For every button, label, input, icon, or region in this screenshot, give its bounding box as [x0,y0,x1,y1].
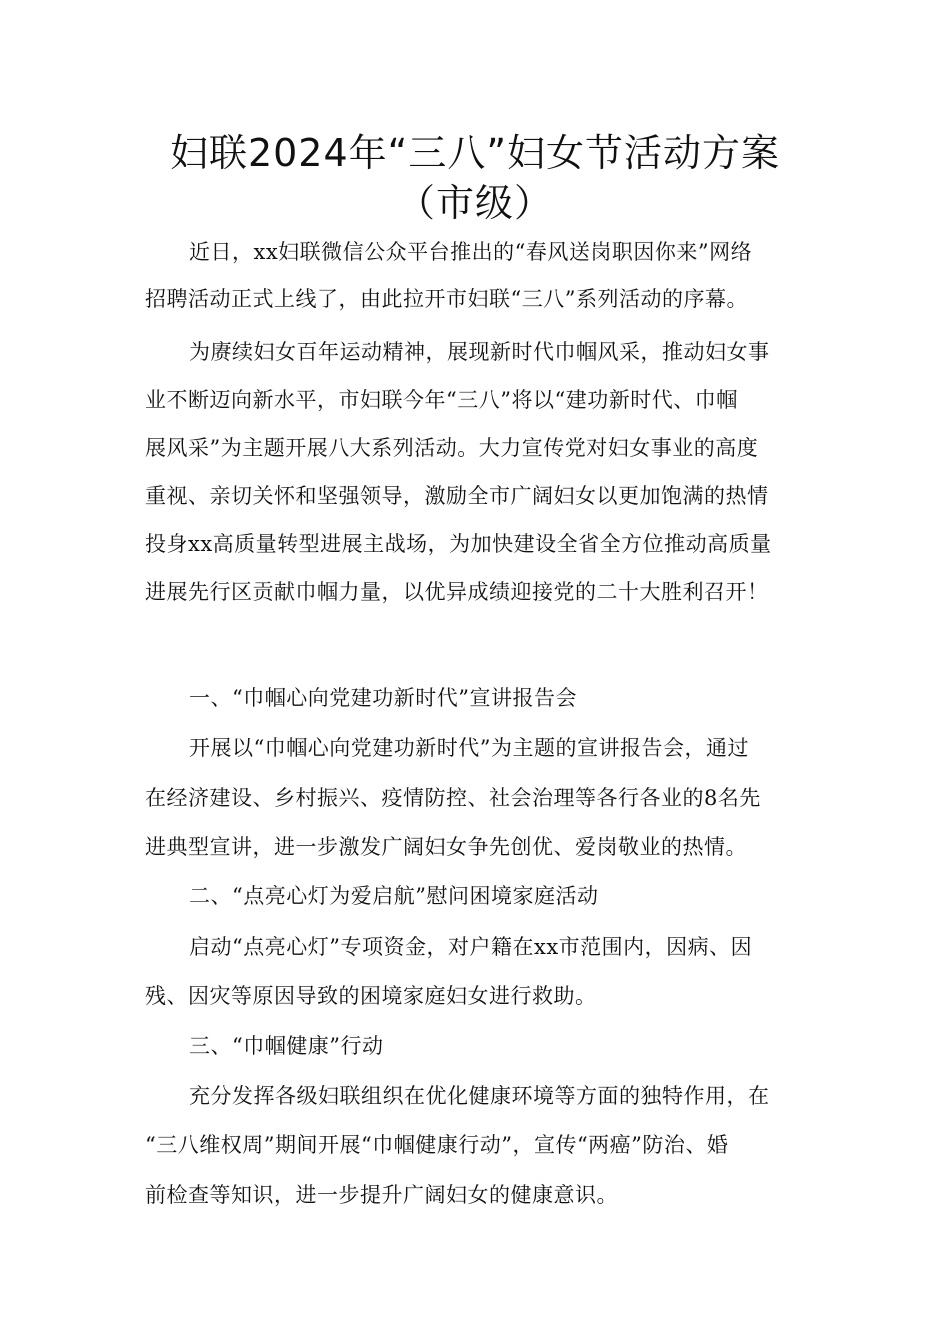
section-1-line-2: 在经济建设、乡村振兴、疫情防控、社会治理等各行各业的8名先 [145,786,761,810]
section-1-heading: 一、“巾帼心向党建功新时代”宣讲报告会 [189,686,577,710]
section-3-line-1: 充分发挥各级妇联组织在优化健康环境等方面的独特作用，在 [189,1084,770,1108]
paragraph-2-line-6: 进展先行区贡献巾帼力量，以优异成绩迎接党的二十大胜利召开！ [145,580,769,604]
paragraph-2-line-5: 投身xx高质量转型进展主战场，为加快建设全省全方位推动高质量 [145,532,772,556]
document-title: 妇联2024年“三八”妇女节活动方案 [169,131,781,175]
paragraph-2-line-3: 展风采”为主题开展八大系列活动。大力宣传党对妇女事业的高度 [145,436,759,460]
section-1-line-3: 进典型宣讲，进一步激发广阔妇女争先创优、爱岗敬业的热情。 [145,835,747,859]
section-2-line-1: 启动“点亮心灯”专项资金，对户籍在xx市范围内，因病、因 [189,935,753,959]
section-2-line-2: 残、因灾等原因导致的困境家庭妇女进行救助。 [145,984,597,1008]
section-1-line-1: 开展以“巾帼心向党建功新时代”为主题的宣讲报告会，通过 [189,736,749,760]
paragraph-2-line-1: 为赓续妇女百年运动精神，展现新时代巾帼风采，推动妇女事 [189,340,770,364]
paragraph-2-line-2: 业不断迈向新水平，市妇联今年“三八”将以“建功新时代、巾帼 [145,388,738,412]
paragraph-2-line-4: 重视、亲切关怀和坚强领导，激励全市广阔妇女以更加饱满的热情 [145,484,769,508]
paragraph-1-line-2: 招聘活动正式上线了，由此拉开市妇联“三八”系列活动的序幕。 [145,287,748,311]
paragraph-1-line-1: 近日，xx妇联微信公众平台推出的“春风送岗职因你来”网络 [189,240,753,264]
section-3-line-2: “三八维权周”期间开展“巾帼健康行动”，宣传“两癌”防治、婚 [145,1133,729,1157]
section-2-heading: 二、“点亮心灯为爱启航”慰问困境家庭活动 [189,884,599,908]
section-3-heading: 三、“巾帼健康”行动 [189,1034,384,1058]
section-3-line-3: 前检查等知识，进一步提升广阔妇女的健康意识。 [145,1183,618,1207]
document-subtitle: （市级） [396,181,553,225]
